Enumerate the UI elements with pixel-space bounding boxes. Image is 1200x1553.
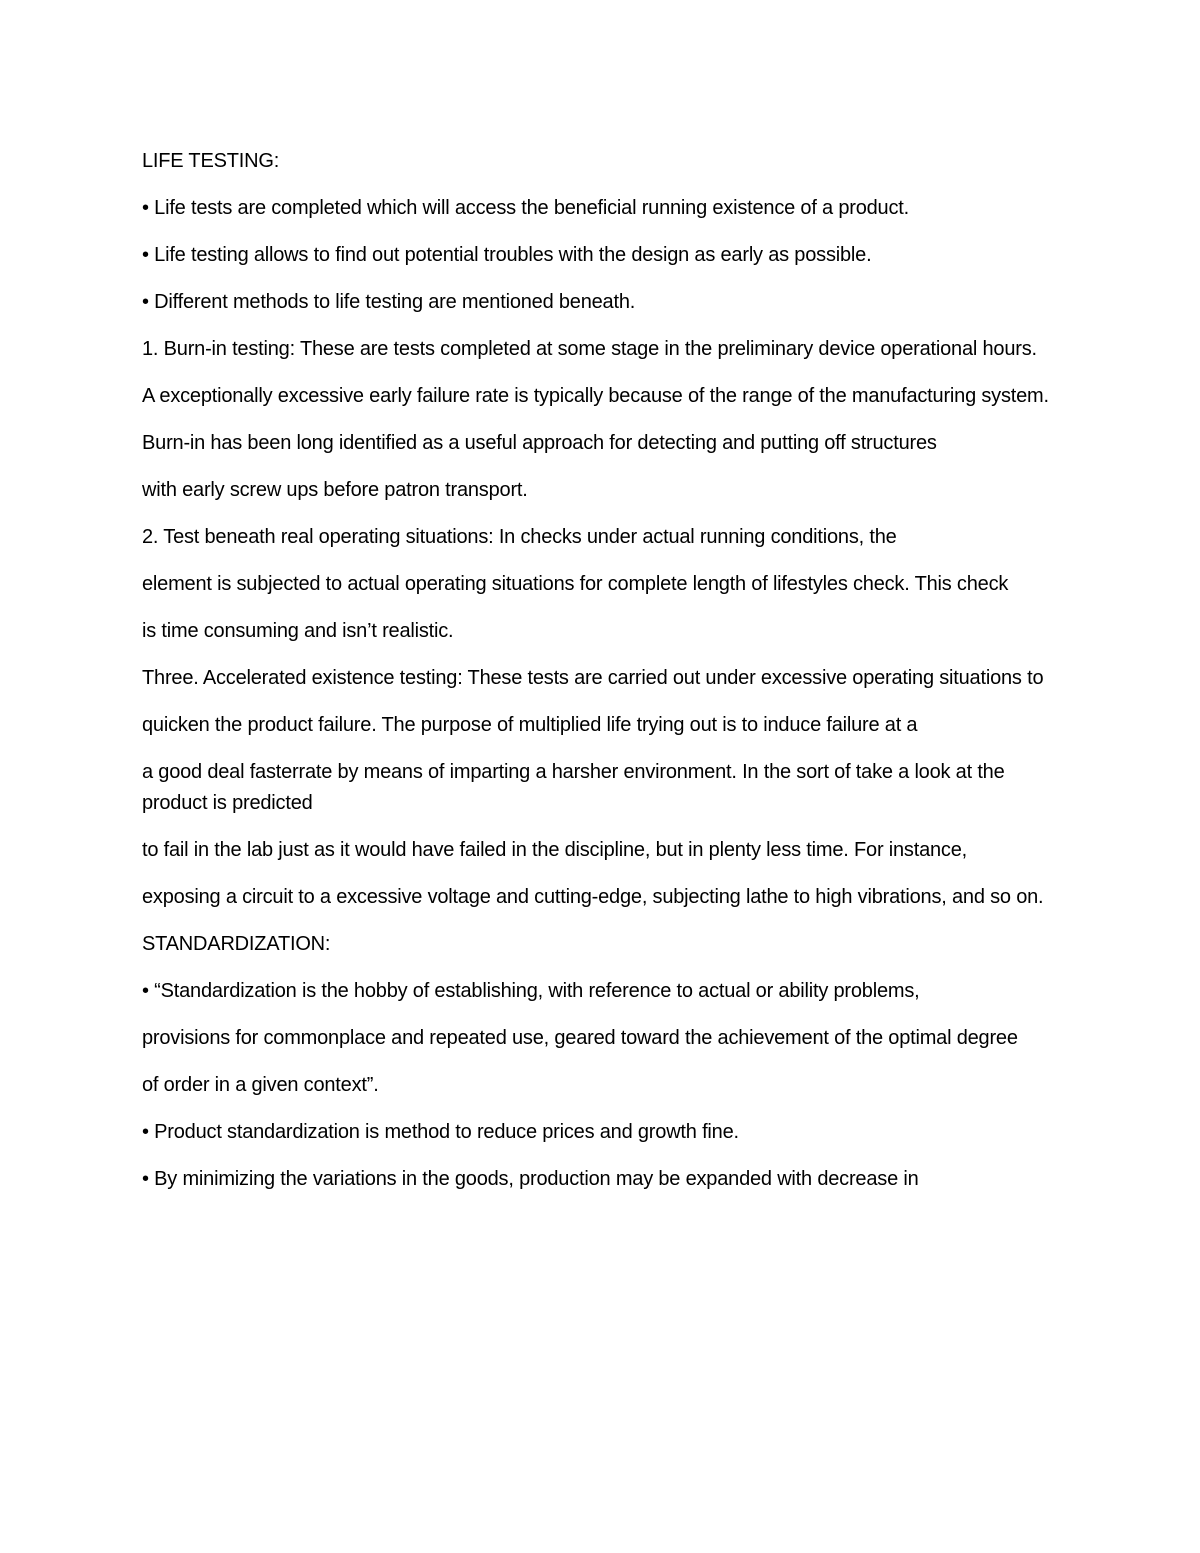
body-paragraph: 2. Test beneath real operating situations: In checks under actual running conditions, the: [142, 526, 897, 548]
body-paragraph: of order in a given context”.: [142, 1074, 379, 1096]
body-paragraph: exposing a circuit to a excessive voltage and cutting-edge, subjecting lathe to high vibrations, and so on.: [142, 886, 1044, 908]
body-paragraph: to fail in the lab just as it would have failed in the discipline, but in plenty less time. For instance,: [142, 839, 968, 861]
body-paragraph: is time consuming and isn’t realistic.: [142, 620, 454, 642]
bullet-paragraph: • Life testing allows to find out potential troubles with the design as early as possible.: [142, 244, 872, 266]
body-paragraph: A exceptionally excessive early failure rate is typically because of the range of the manufacturing system.: [142, 385, 1049, 407]
bullet-paragraph: • Product standardization is method to reduce prices and growth fine.: [142, 1121, 739, 1143]
body-paragraph: quicken the product failure. The purpose of multiplied life trying out is to induce failure at a: [142, 714, 918, 736]
bullet-paragraph: • Life tests are completed which will access the beneficial running existence of a product.: [142, 197, 909, 219]
bullet-paragraph: • By minimizing the variations in the goods, production may be expanded with decrease in: [142, 1168, 919, 1190]
bullet-paragraph: • Different methods to life testing are mentioned beneath.: [142, 291, 636, 313]
body-paragraph: a good deal fasterrate by means of imparting a harsher environment. In the sort of take a look at the product is predicted: [142, 761, 1005, 814]
body-paragraph: Three. Accelerated existence testing: These tests are carried out under excessive operating situations to: [142, 667, 1044, 689]
body-paragraph: with early screw ups before patron transport.: [142, 479, 528, 501]
document-body: [142, 146, 1057, 1211]
section-heading-standardization: STANDARDIZATION:: [142, 933, 331, 955]
body-paragraph: Burn-in has been long identified as a useful approach for detecting and putting off structures: [142, 432, 937, 454]
body-paragraph: provisions for commonplace and repeated use, geared toward the achievement of the optimal degree: [142, 1027, 1018, 1049]
body-paragraph: 1. Burn-in testing: These are tests completed at some stage in the preliminary device operational hours.: [142, 338, 1037, 360]
body-paragraph: element is subjected to actual operating situations for complete length of lifestyles check. This check: [142, 573, 1009, 595]
section-heading-life-testing: LIFE TESTING:: [142, 150, 280, 172]
bullet-paragraph: • “Standardization is the hobby of establishing, with reference to actual or ability problems,: [142, 980, 920, 1002]
